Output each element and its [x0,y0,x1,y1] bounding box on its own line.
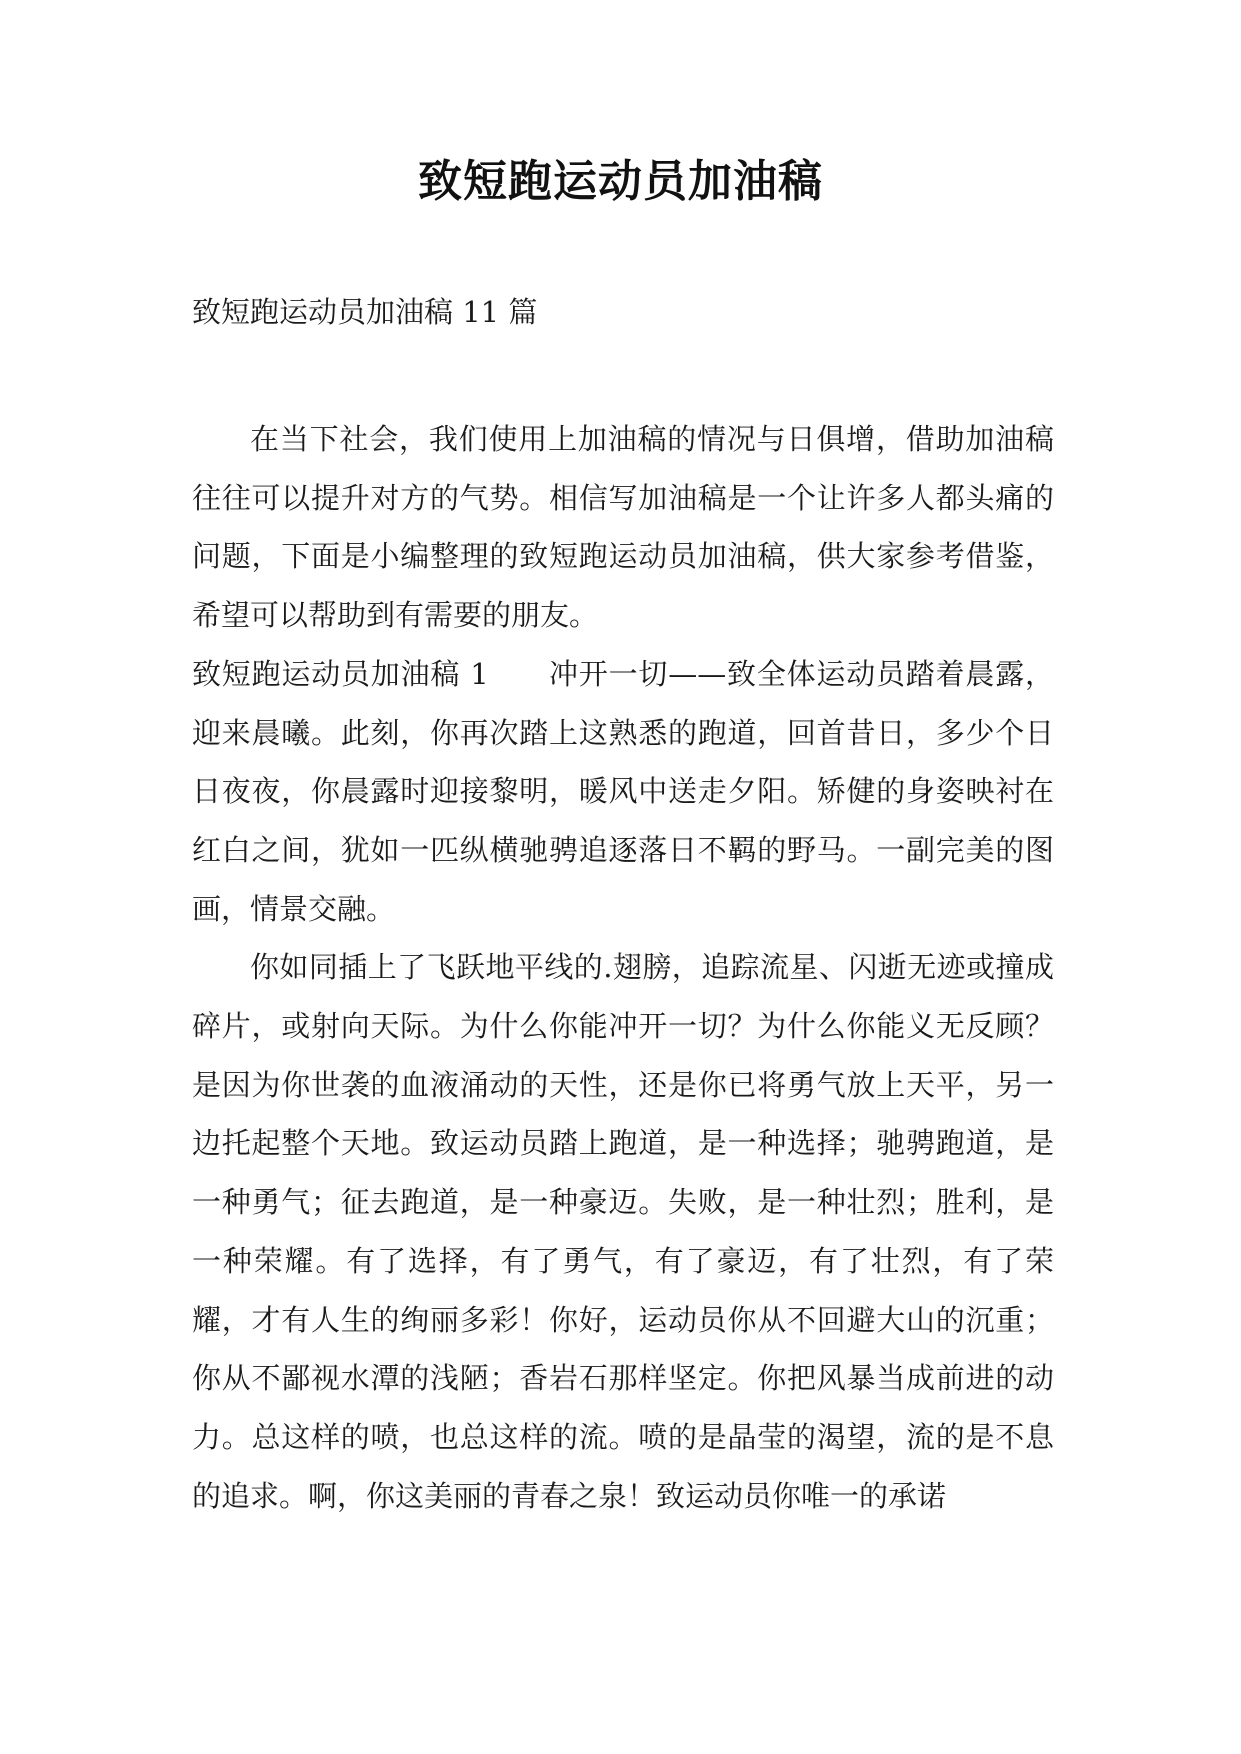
document-subtitle: 致短跑运动员加油稿 11 篇 [192,295,538,329]
body-paragraph: 致短跑运动员加油稿 1 冲开一切——致全体运动员踏着晨露，迎来晨曦。此刻，你再次踏上这熟悉的跑道，回首昔日，多少个日日夜夜，你晨露时迎接黎明，暖风中送走夕阳。矫健的身姿映衬在红白之间，犹如一匹纵横驰骋追逐落日不羁的野马。一副完美的图画，情景交融。 [192,656,1054,926]
intro-paragraph: 在当下社会，我们使用上加油稿的情况与日俱增，借助加油稿往往可以提升对方的气势。相信写加油稿是一个让许多人都头痛的问题，下面是小编整理的致短跑运动员加油稿，供大家参考借鉴，希望可以帮助到有需要的朋友。 [192,422,1054,633]
page-title: 致短跑运动员加油稿 [418,156,823,207]
body-paragraph: 你如同插上了飞跃地平线的.翅膀，追踪流星、闪逝无迹或撞成碎片，或射向天际。为什么你能冲开一切？为什么你能义无反顾？是因为你世袭的血液涌动的天性，还是你已将勇气放上天平，另一边托起整个天地。致运动员踏上跑道，是一种选择；驰骋跑道，是一种勇气；征去跑道，是一种豪迈。失败，是一种壮烈；胜利，是一种荣耀。有了选择，有了勇气，有了豪迈，有了壮烈，有了荣耀，才有人生的绚丽多彩！你好，运动员你从不回避大山的沉重；你从不鄙视水潭的浅陋；香岩石那样坚定。你把风暴当成前进的动力。总这样的喷，也总这样的流。喷的是晶莹的渴望，流的是不息的追求。啊，你这美丽的青春之泉！致运动员你唯一的承诺 [192,950,1054,1513]
document-body [192,410,1054,1525]
